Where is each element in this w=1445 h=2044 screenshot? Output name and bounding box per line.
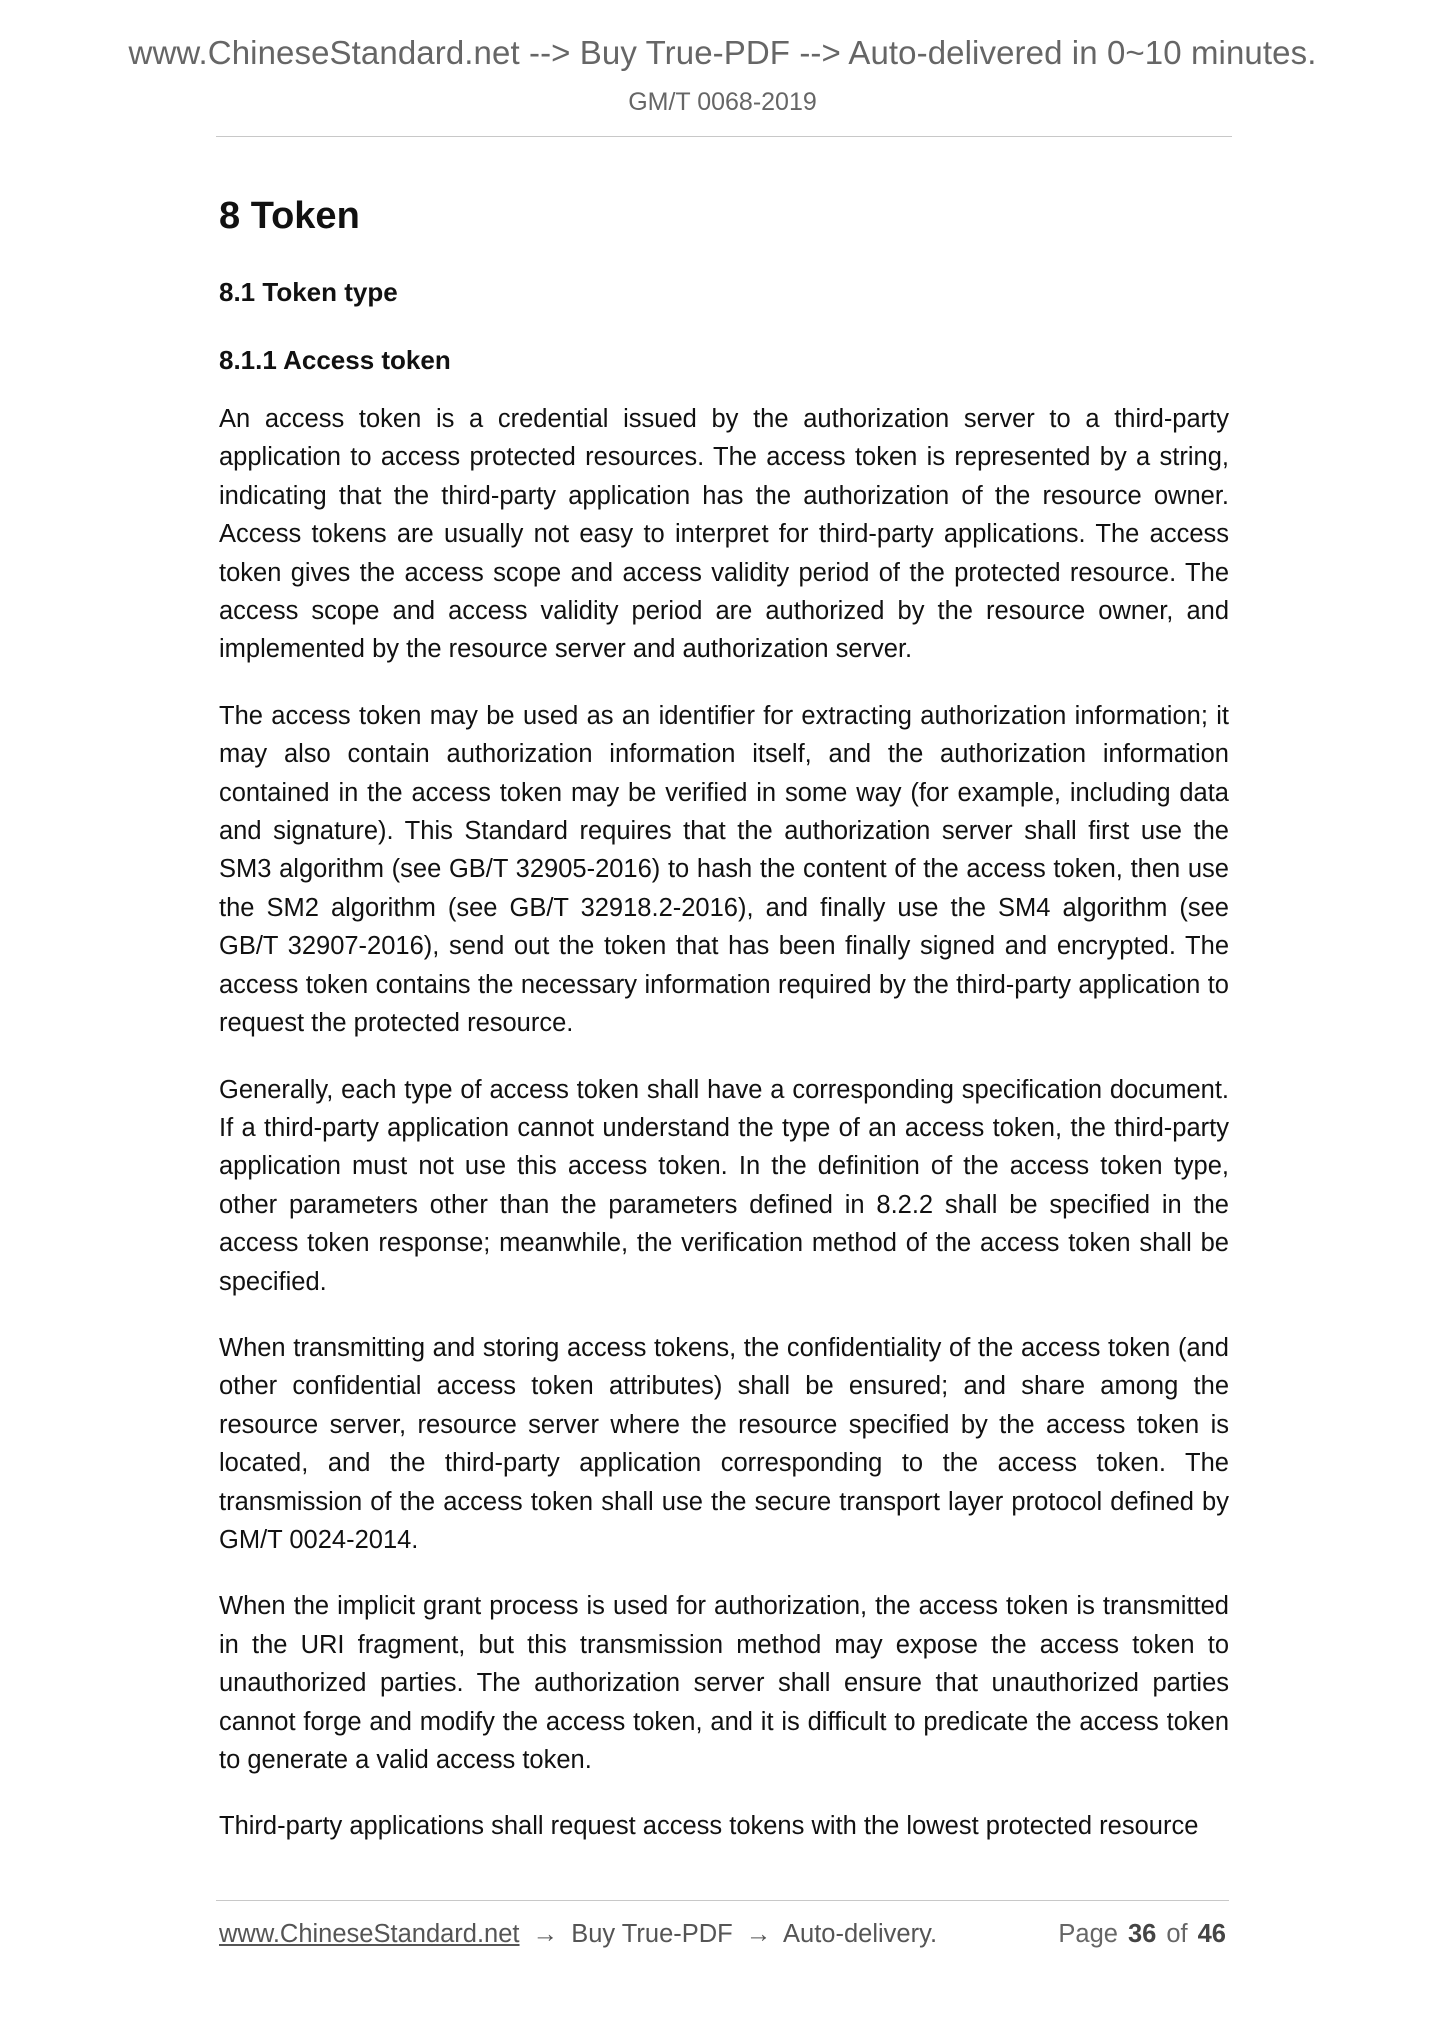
header-divider	[216, 136, 1232, 137]
arrow-right-icon: →	[745, 1920, 772, 1948]
document-code: GM/T 0068-2019	[628, 88, 817, 116]
section-title: 8 Token	[219, 195, 360, 237]
auto-delivery-text: Auto-delivery.	[783, 1920, 938, 1948]
site-banner: www.ChineseStandard.net --> Buy True-PDF --> Auto-delivered in 0~10 minutes.	[128, 34, 1317, 71]
paragraph: Generally, each type of access token shall have a corresponding specification document. If a third-party application cannot understand the type of an access token, the third-party application must not use this access token. In the definition of the access token type, other parameters other than the parameters defined in 8.2.2 shall be specified in the access token response; meanwhile, the verification method of the access token shall be specified.	[219, 1075, 1229, 1296]
paragraph: An access token is a credential issued by the authorization server to a third-party application to access protected resources. The access token is represented by a string, indicating that the third-party application has the authorization of the resource owner. Access tokens are usually not easy to interpret for third-party applications. The access token gives the access scope and access validity period of the protected resource. The access scope and access validity period are authorized by the resource owner, and implemented by the resource server and authorization server.	[219, 405, 1229, 664]
footer-divider	[216, 1900, 1229, 1901]
arrow-right-icon: →	[532, 1920, 559, 1948]
page-current: 36	[1127, 1920, 1157, 1948]
paragraph: The access token may be used as an identifier for extracting authorization information; it may also contain authorization information itself, and the authorization information contained in the access token may be verified in some way (for example, including data and signature). This Standard requires that the authorization server shall first use the SM3 algorithm (see GB/T 32905-2016) to hash the content of the access token, then use the SM2 algorithm (see GB/T 32918.2-2016), and finally use the SM4 algorithm (see GB/T 32907-2016), send out the token that has been finally signed and encrypted. The access token contains the necessary information required by the third-party application to request the protected resource.	[219, 701, 1229, 1038]
paragraph: When the implicit grant process is used for authorization, the access token is transmitted in the URI fragment, but this transmission method may expose the access token to unauthorized parties. The authorization server shall ensure that unauthorized parties cannot forge and modify the access token, and it is difficult to predicate the access token to generate a valid access token.	[219, 1592, 1229, 1774]
paragraph: Third-party applications shall request access tokens with the lowest protected resource	[219, 1812, 1199, 1841]
page-label: Page	[1058, 1920, 1118, 1948]
buy-pdf-text: Buy True-PDF	[571, 1920, 733, 1948]
paragraph: When transmitting and storing access tokens, the confidentiality of the access token (and other confidential access token attributes) shall be ensured; and share among the resource server, resource server where the resource specified by the access token is located, and the third-party application corresponding to the access token. The transmission of the access token shall use the secure transport layer protocol defined by GM/T 0024-2014.	[219, 1333, 1229, 1554]
subsection-title: 8.1 Token type	[219, 277, 398, 307]
footer-links	[219, 1920, 937, 1949]
site-link[interactable]: www.ChineseStandard.net	[219, 1920, 520, 1948]
page-total: 46	[1197, 1920, 1226, 1948]
page-number	[1058, 1920, 1226, 1949]
subsubsection-title: 8.1.1 Access token	[219, 345, 451, 375]
of-label: of	[1166, 1920, 1188, 1948]
page-content	[219, 190, 1229, 1874]
body-text	[219, 400, 1229, 1846]
